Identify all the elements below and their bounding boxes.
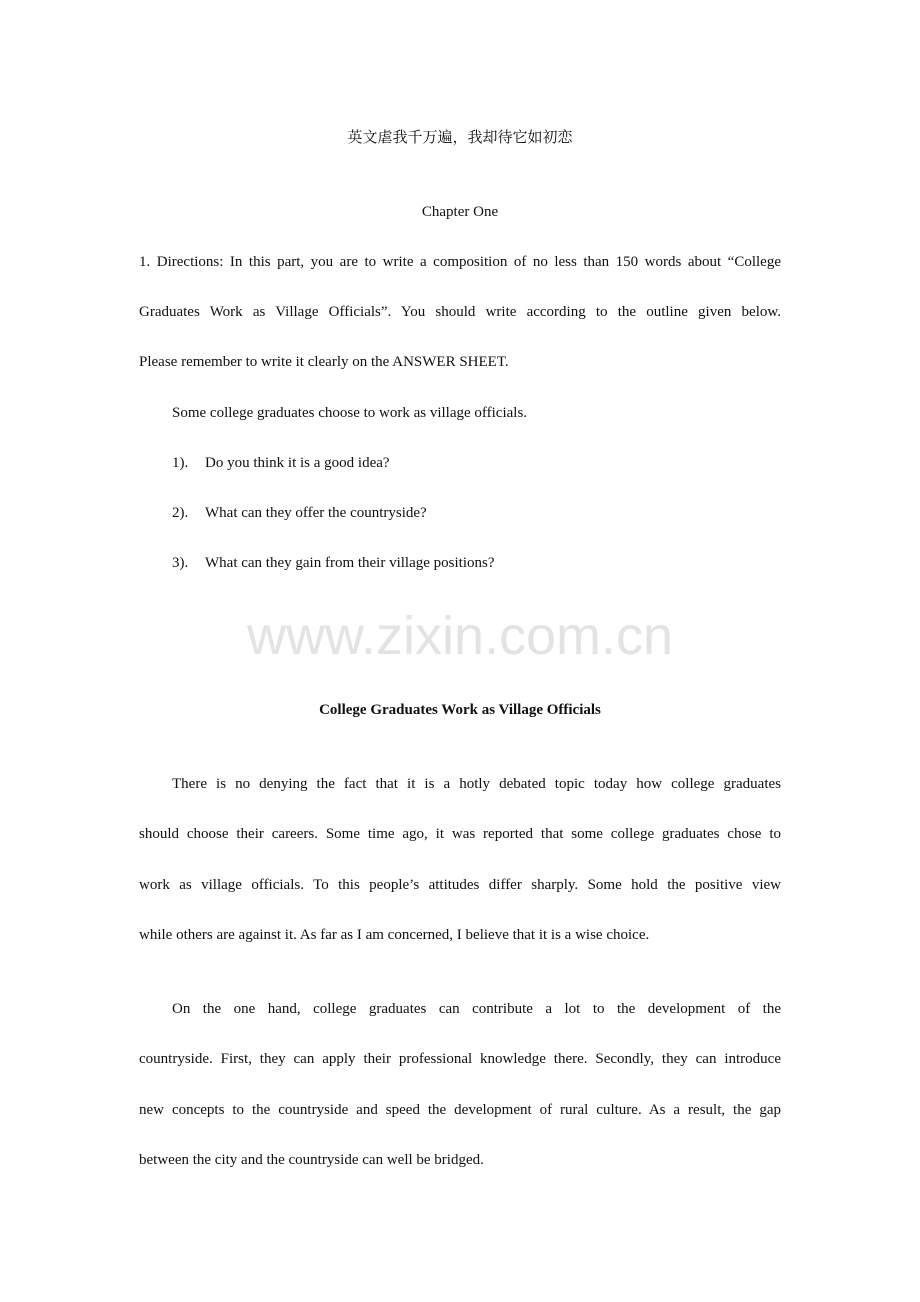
outline-item-text: What can they offer the countryside? xyxy=(205,505,427,521)
outline-item-number: 1). xyxy=(172,455,189,471)
outline-item-text: Do you think it is a good idea? xyxy=(205,455,390,471)
paragraph-line: There is no denying the fact that it is a hotly debated topic today how college graduates xyxy=(172,776,781,792)
paragraph-line: new concepts to the countryside and speed the development of rural culture. As a result, the gap xyxy=(139,1102,781,1118)
directions-line-3: Please remember to write it clearly on the ANSWER SHEET. xyxy=(139,354,509,370)
paragraph-line: work as village officials. To this people’s attitudes differ sharply. Some hold the positive view xyxy=(139,877,781,893)
outline-item-text: What can they gain from their village positions? xyxy=(205,555,495,571)
essay-title: College Graduates Work as Village Officials xyxy=(319,702,601,718)
directions-line-1: 1. Directions: In this part, you are to write a composition of no less than 150 words about “College xyxy=(139,254,781,270)
paragraph-line: while others are against it. As far as I am concerned, I believe that it is a wise choice. xyxy=(139,927,650,943)
directions-line-2: Graduates Work as Village Officials”. You should write according to the outline given below. xyxy=(139,304,781,320)
paragraph-line: should choose their careers. Some time ago, it was reported that some college graduates chose to xyxy=(139,826,781,842)
outline-intro: Some college graduates choose to work as village officials. xyxy=(172,405,528,421)
paragraph-line: between the city and the countryside can well be bridged. xyxy=(139,1152,484,1168)
page-top-title: 英文虐我千万遍，我却待它如初恋 xyxy=(347,128,573,146)
paragraph-line: countryside. First, they can apply their professional knowledge there. Secondly, they can introduce xyxy=(139,1051,781,1067)
outline-item-number: 3). xyxy=(172,555,189,571)
watermark: www.zixin.com.cn xyxy=(246,606,674,666)
chapter-heading: Chapter One xyxy=(421,204,499,220)
paragraph-line: On the one hand, college graduates can contribute a lot to the development of the xyxy=(172,1001,781,1017)
outline-item-number: 2). xyxy=(172,505,189,521)
